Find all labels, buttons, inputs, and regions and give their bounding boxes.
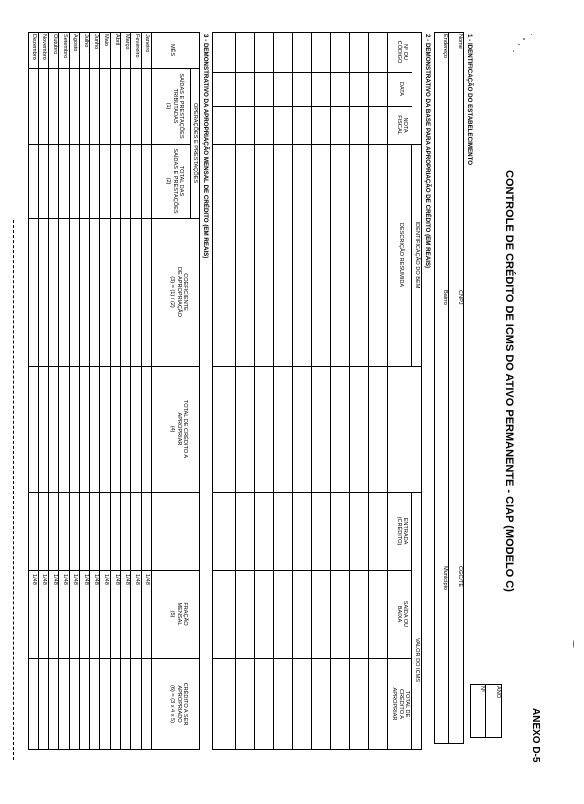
fraction-value: 1/48 — [62, 574, 69, 585]
nome-label: Nome — [457, 34, 463, 49]
fraction-value: 1/48 — [93, 574, 99, 585]
table-row-divider — [141, 32, 142, 750]
section2-table — [212, 32, 422, 750]
table-row-divider — [38, 32, 39, 750]
scan-speck — [518, 44, 520, 45]
ano-label: ANO — [495, 686, 501, 699]
fraction-value: 1/48 — [144, 574, 151, 585]
col-saidas-tributadas: SAÍDAS E PRESTAÇÕES TRIBUTADAS (1) — [165, 73, 184, 139]
month-label: Outubro — [51, 34, 58, 55]
section1-box — [434, 32, 464, 744]
month-label: Fevereiro — [134, 34, 141, 58]
month-label: Novembro — [41, 34, 48, 60]
ident-group: IDENTIFICAÇÃO DO BEM — [414, 221, 420, 289]
cgc-label: CGC/TE — [457, 566, 463, 588]
col-credito-apropriado: CRÉDITO A SER APROPRIADO (6) = (3 x 4 x 5) — [169, 682, 188, 726]
month-label: Setembro — [62, 34, 69, 59]
table-row-divider — [120, 32, 121, 750]
scan-speck — [531, 34, 532, 35]
col-descricao: DESCRIÇÃO RESUMIDA — [398, 222, 404, 288]
table-row-divider — [48, 32, 49, 750]
bairro-label: Bairro — [442, 290, 448, 305]
col-nota-fiscal: NOTA FISCAL — [395, 115, 408, 135]
page-title: CONTROLE DE CRÉDITO DE ICMS DO ATIVO PERMANENTE - CIAP (MODELO C) — [503, 170, 515, 592]
table-row-divider — [110, 32, 111, 750]
month-label: Abril — [113, 34, 120, 46]
annex-label: ANEXO D-5 — [530, 708, 541, 763]
table-row-divider — [58, 32, 59, 750]
fraction-value: 1/48 — [82, 574, 89, 585]
scan-speck — [523, 38, 525, 40]
municipio-label: Município — [442, 566, 448, 590]
scan-speck — [573, 640, 574, 648]
col-fracao: FRAÇÃO MENSAL (5) — [169, 602, 188, 626]
month-label: Julho — [82, 34, 89, 48]
fraction-value: 1/48 — [51, 574, 58, 585]
fraction-value: 1/48 — [103, 574, 110, 585]
table-row-divider — [89, 32, 90, 750]
section3-title: 3 - DEMONSTRATIVO DA APROPRIAÇÃO MENSAL DE CRÉDITO (EM REAIS) — [202, 34, 209, 259]
table-row-divider — [69, 32, 70, 750]
col-data: DATA — [398, 81, 404, 97]
fraction-value: 1/48 — [134, 574, 141, 585]
fraction-value: 1/48 — [72, 574, 79, 585]
folha-label: Nº — [479, 686, 485, 693]
month-label: Março — [123, 34, 130, 50]
month-label: Agosto — [72, 34, 79, 52]
cnpj-label: CNPJ — [457, 290, 463, 305]
table-row-divider — [130, 32, 131, 750]
table-row-divider — [100, 32, 101, 750]
fraction-value: 1/48 — [31, 574, 38, 585]
month-label: Maio — [103, 34, 110, 47]
col-total: TOTAL DE CRÉDITO A APROPRIAR — [391, 687, 410, 721]
valor-group: VALOR DO ICMS — [414, 637, 420, 683]
op-group: OPERAÇÕES E PRESTAÇÕES — [192, 102, 198, 184]
endereco-label: Endereço — [442, 34, 448, 58]
col-entrada: ENTRADA (CRÉDITO) — [395, 516, 408, 546]
col-saida: SAÍDA OU BAIXA — [395, 600, 408, 628]
month-label: Janeiro — [144, 34, 151, 53]
section2-title: 2 - DEMONSTRATIVO DA BASE PARA APROPRIAÇÃO DE CRÉDITO (EM REAIS) — [424, 34, 431, 269]
scan-speck — [513, 50, 514, 52]
col-total-credito: TOTAL DE CRÉDITO A APROPRIAR (4) — [169, 399, 188, 459]
col-coeficiente: COEFICIENTE DE APROPRIAÇÃO (3) = (1) / (2) — [169, 266, 188, 318]
fraction-value: 1/48 — [123, 574, 130, 585]
fraction-value: 1/48 — [41, 574, 48, 585]
col-num-codigo: Nº OU CÓDIGO — [395, 40, 408, 64]
fraction-value: 1/48 — [113, 574, 120, 585]
col-mes: MÊS — [169, 43, 175, 57]
col-total-saidas: TOTAL DAS SAÍDAS E PRESTAÇÕES (2) — [165, 148, 184, 214]
table-row-divider — [79, 32, 80, 750]
month-label: Junho — [93, 34, 99, 50]
month-label: Dezembro — [31, 34, 38, 60]
section1-title: 1 - IDENTIFICAÇÃO DO ESTABELECIMENTO — [466, 34, 473, 166]
